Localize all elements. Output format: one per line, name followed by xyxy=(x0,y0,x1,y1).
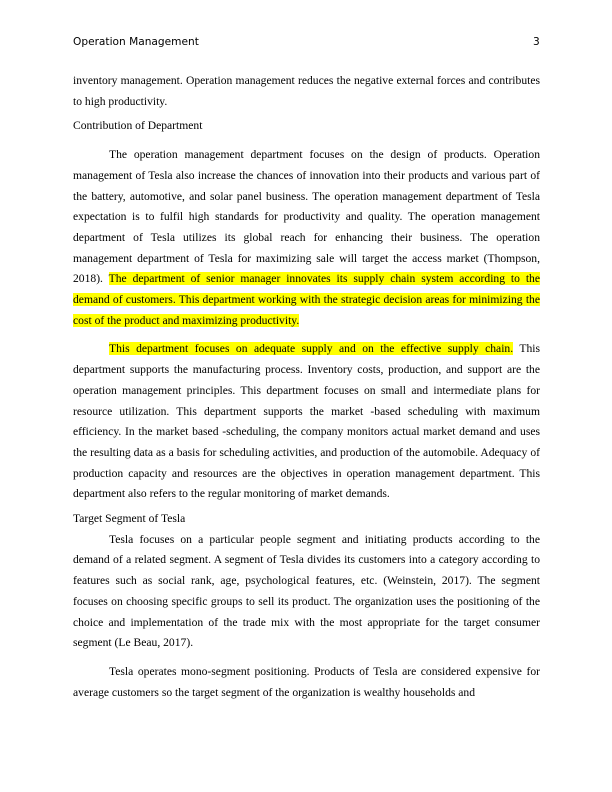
paragraph-contribution xyxy=(73,145,540,331)
paragraph-continuation: inventory management. Operation management reduces the negative external forces and contributes to high productivity. xyxy=(73,74,540,108)
paragraph-supply-chain xyxy=(73,339,540,505)
paragraph-text: This department supports the manufacturing process. Inventory costs, production, and support are the operation management principles. This department focuses on small and intermediate plans for resource utilization. This department supports the market -based scheduling with maximum efficiency. In the market based -scheduling, the company monitors actual market demand and uses the resulting data as a basis for scheduling activities, and production of the automobile. Adequacy of production capacity and resources are the objectives in operation management department. This department also refers to the regular monitoring of market demands. xyxy=(73,342,540,501)
running-header-title: Operation Management xyxy=(73,36,199,48)
paragraph-target-segment: Tesla focuses on a particular people segment and initiating products according to the demand of a related segment. A segment of Tesla divides its customers into a category according to features such as social rank, age, psychological features, etc. (Weinstein, 2017). The segment focuses on choosing specific groups to sell its product. The organization uses the positioning of the choice and implementation of the trade mix with the most appropriate for the target consumer segment (Le Beau, 2017). xyxy=(73,532,540,650)
paragraph-mono-segment: Tesla operates mono-segment positioning. Products of Tesla are considered expensive for average customers so the target segment of the organization is wealthy households and xyxy=(73,664,540,699)
section-heading-target-segment: Target Segment of Tesla xyxy=(73,512,186,526)
paragraph-text: The operation management department focuses on the design of products. Operation management of Tesla also increase the chances of innovation into their products and various part of the battery, automotive, and solar panel business. The operation management department of Tesla expectation is to fulfil high standards for productivity and quality. The operation management department of Tesla utilizes its global reach for enhancing their business. The operation management department of Tesla for maximizing sale will target the access market (Thompson, 2018). xyxy=(73,148,540,286)
page-number: 3 xyxy=(533,36,540,48)
highlighted-text: The department of senior manager innovates its supply chain system according to the demand of customers. This department working with the strategic decision areas for minimizing the cost of the product and maximizing productivity. xyxy=(73,272,540,327)
highlighted-text: This department focuses on adequate supply and on the effective supply chain. xyxy=(109,342,514,356)
section-heading-contribution: Contribution of Department xyxy=(73,119,203,133)
document-body xyxy=(73,71,540,703)
